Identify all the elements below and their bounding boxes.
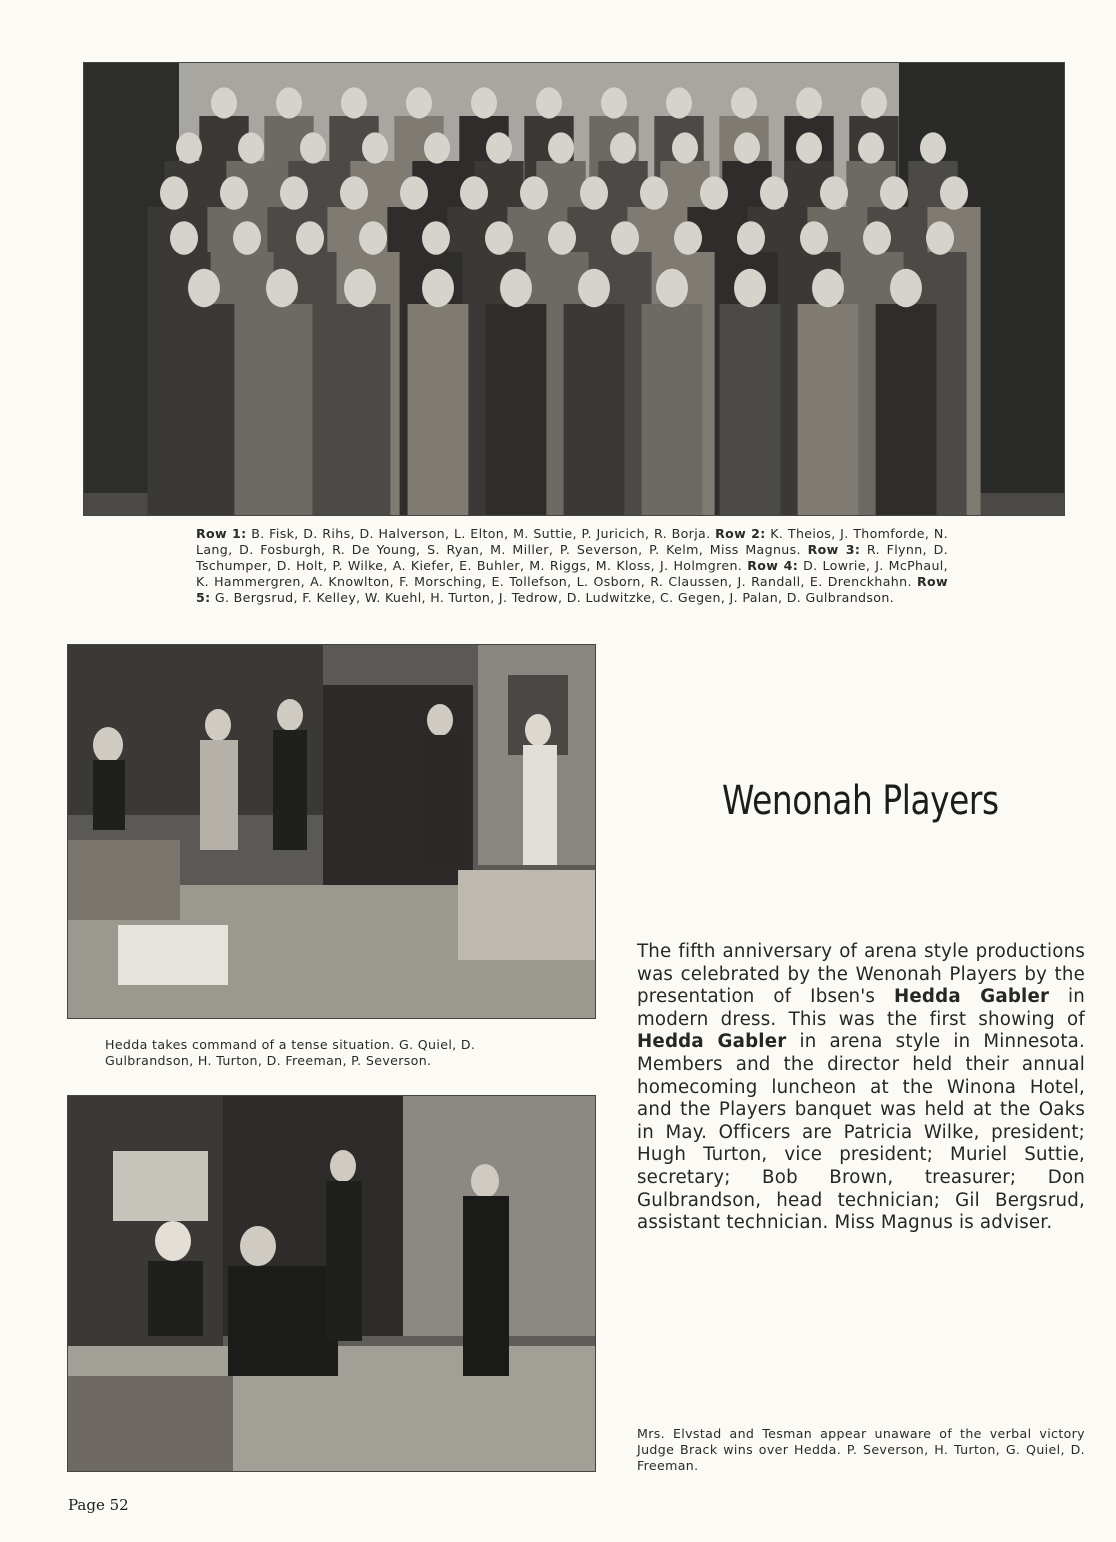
row-caption-bold: Row 3: (807, 542, 861, 557)
page-number: Page 52 (68, 1496, 129, 1514)
row-caption-text: G. Bergsrud, F. Kelley, W. Kuehl, H. Turton, J. Tedrow, D. Ludwitzke, C. Gegen, J. Palan, D. Gulbrandson. (210, 590, 895, 605)
section-title: Wenonah Players (722, 778, 999, 824)
article-body-text: The fifth anniversary of arena style productions was celebrated by the Wenonah Players by the presentation of Ibsen's (637, 941, 1085, 1008)
article-body (637, 941, 1085, 1235)
group-photo (83, 62, 1065, 516)
row-caption-bold: Row 4: (747, 558, 799, 573)
scene-photo-1-caption: Hedda takes command of a tense situation. G. Quiel, D. Gulbrandson, H. Turton, D. Freeman, P. Severson. (105, 1037, 476, 1068)
scene-photo-2 (67, 1095, 596, 1472)
row-caption-bold: Row 5: (196, 574, 948, 605)
scene-photo-1 (67, 644, 596, 1019)
row-caption-bold: Row 1: (196, 526, 247, 541)
scene-photo-2-image (68, 1096, 595, 1471)
article-body-bold: Hedda Gabler (637, 1031, 787, 1053)
article-body-bold: Hedda Gabler (893, 986, 1050, 1008)
row-caption-text: R. Flynn, D. Tschumper, D. Holt, P. Wilke, A. Kiefer, E. Buhler, M. Riggs, M. Kloss, J. Holmgren. (196, 542, 948, 573)
row-caption-text: B. Fisk, D. Rihs, D. Halverson, L. Elton, M. Suttie, P. Juricich, R. Borja. (246, 526, 716, 541)
row-caption-bold: Row 2: (715, 526, 766, 541)
article-body-text: in arena style in Minnesota. Members and the director held their annual homecoming luncheon at the Winona Hotel, and the Players banquet was held at the Oaks in May. Officers are Patricia Wilke, president; Hugh Turton, vice president; Muriel Suttie, secretary; Bob Brown, treasurer; Don Gulbrandson, head technician; Gil Bergsrud, assistant technician. Miss Magnus is adviser. (637, 1031, 1086, 1234)
scene-photo-1-image (68, 645, 595, 1018)
scene-photo-2-caption: Mrs. Elvstad and Tesman appear unaware of the verbal victory Judge Brack wins over Hedda. P. Severson, H. Turton, G. Quiel, D. Freeman. (637, 1426, 1085, 1473)
group-photo-caption (196, 526, 948, 606)
group-photo-image (84, 63, 1064, 515)
row-caption-text: D. Lowrie, J. McPhaul, K. Hammergren, A. Knowlton, F. Morsching, E. Tollefson, L. Osborn, R. Claussen, J. Randall, E. Drenckhahn. (196, 558, 948, 589)
article-body-text: in modern dress. This was the first showing of (637, 986, 1085, 1030)
row-caption-text: K. Theios, J. Thomforde, N. Lang, D. Fosburgh, R. De Young, S. Ryan, M. Miller, P. Severson, P. Kelm, Miss Magnus. (196, 526, 948, 557)
